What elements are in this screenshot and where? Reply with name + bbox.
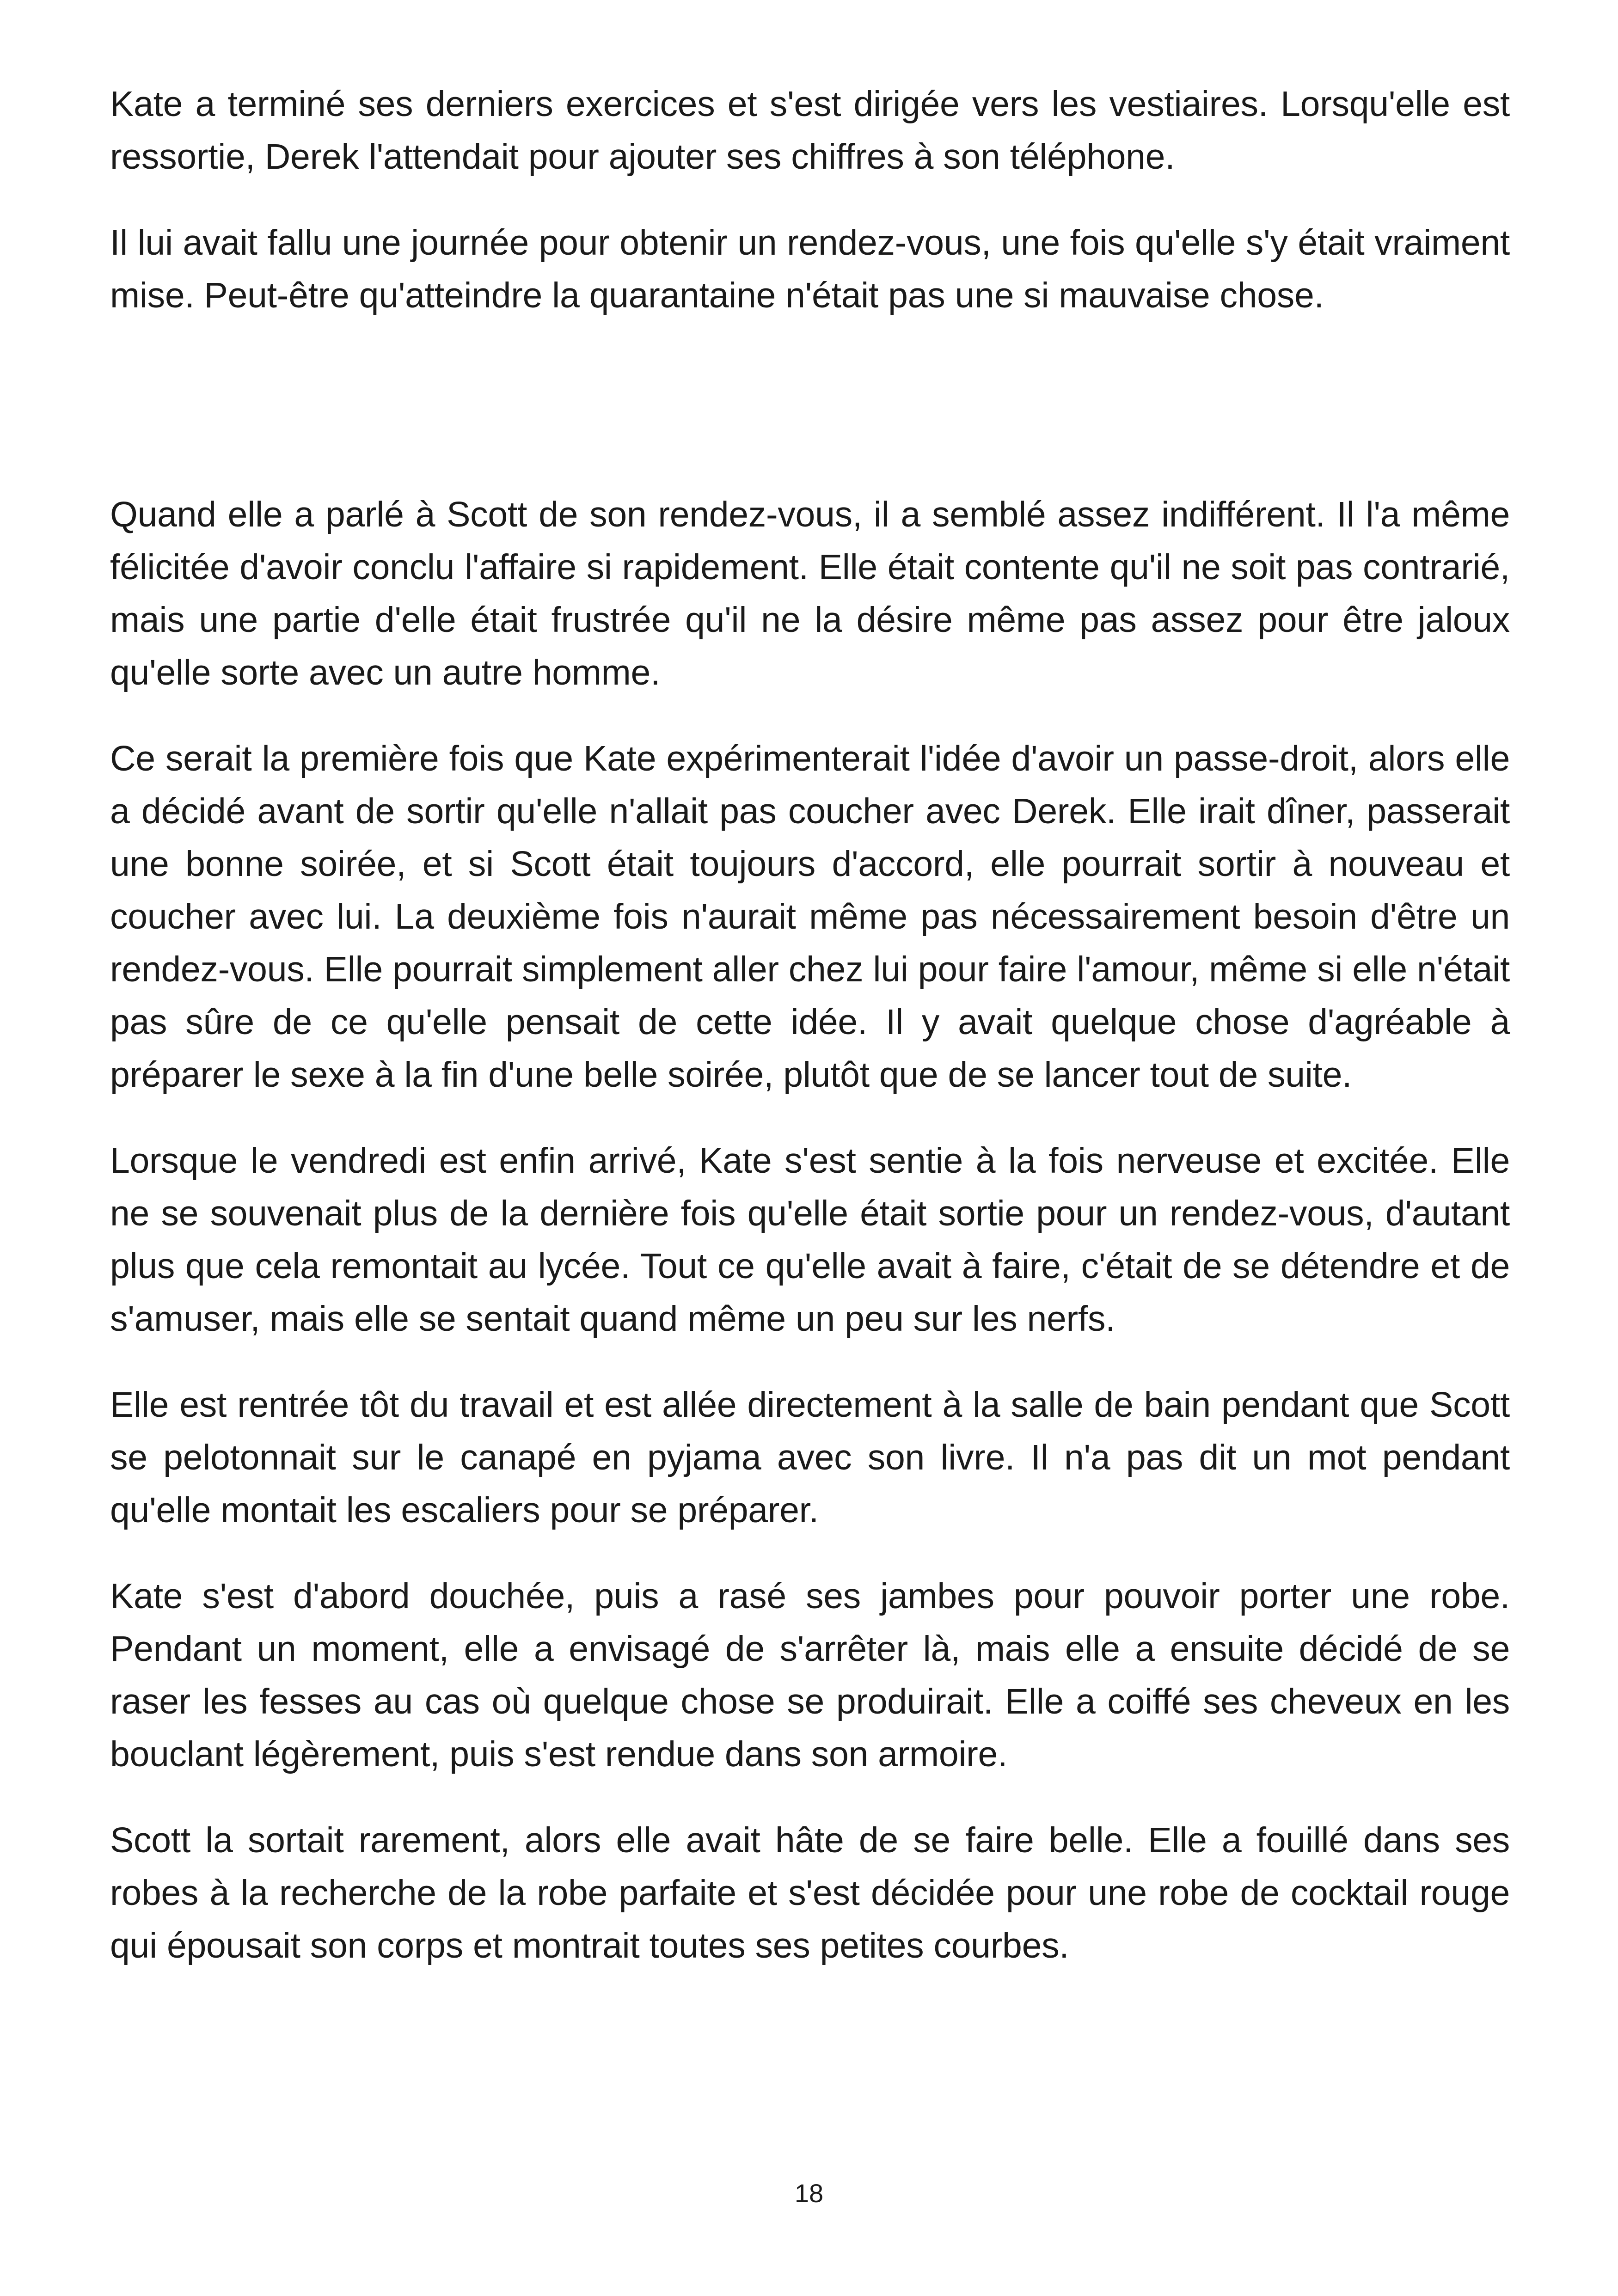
- paragraph: Kate a terminé ses derniers exercices et s'est dirigée vers les vestiaires. Lorsqu'elle est ressortie, Derek l'attendait pour ajouter ses chiffres à son téléphone.: [110, 84, 1510, 177]
- body-text: [110, 78, 1510, 1972]
- page-number: 18: [794, 2179, 824, 2208]
- paragraph: Elle est rentrée tôt du travail et est allée directement à la salle de bain pendant que Scott se pelotonnait sur le canapé en pyjama avec son livre. Il n'a pas dit un mot pendant qu'elle montait les escaliers pour se préparer.: [110, 1385, 1510, 1530]
- paragraph: Kate s'est d'abord douchée, puis a rasé ses jambes pour pouvoir porter une robe. Pendant un moment, elle a envisagé de s'arrêter là, mais elle a ensuite décidé de se raser les fesses au cas où quelque chose se produirait. Elle a coiffé ses cheveux en les bouclant légèrement, puis s'est rendue dans son armoire.: [110, 1576, 1510, 1774]
- paragraph: Quand elle a parlé à Scott de son rendez-vous, il a semblé assez indifférent. Il l'a même félicitée d'avoir conclu l'affaire si rapidement. Elle était contente qu'il ne soit pas contrarié, mais une partie d'elle était frustrée qu'il ne la désire même pas assez pour être jaloux qu'elle sorte avec un autre homme.: [110, 495, 1510, 692]
- paragraph: Lorsque le vendredi est enfin arrivé, Kate s'est sentie à la fois nerveuse et excitée. Elle ne se souvenait plus de la dernière fois qu'elle était sortie pour un rendez-vous, d'autant plus que cela remontait au lycée. Tout ce qu'elle avait à faire, c'était de se détendre et de s'amuser, mais elle se sentait quand même un peu sur les nerfs.: [110, 1141, 1510, 1339]
- paragraph: Ce serait la première fois que Kate expérimenterait l'idée d'avoir un passe-droit, alors elle a décidé avant de sortir qu'elle n'allait pas coucher avec Derek. Elle irait dîner, passerait une bonne soirée, et si Scott était toujours d'accord, elle pourrait sortir à nouveau et coucher avec lui. La deuxième fois n'aurait même pas nécessairement besoin d'être un rendez-vous. Elle pourrait simplement aller chez lui pour faire l'amour, même si elle n'était pas sûre de ce qu'elle pensait de cette idée. Il y avait quelque chose d'agréable à préparer le sexe à la fin d'une belle soirée, plutôt que de se lancer tout de suite.: [110, 739, 1510, 1095]
- paragraph: Il lui avait fallu une journée pour obtenir un rendez-vous, une fois qu'elle s'y était vraiment mise. Peut-être qu'atteindre la quarantaine n'était pas une si mauvaise chose.: [110, 223, 1510, 315]
- paragraph: Scott la sortait rarement, alors elle avait hâte de se faire belle. Elle a fouillé dans ses robes à la recherche de la robe parfaite et s'est décidée pour une robe de cocktail rouge qui épousait son corps et montrait toutes ses petites courbes.: [110, 1820, 1510, 1965]
